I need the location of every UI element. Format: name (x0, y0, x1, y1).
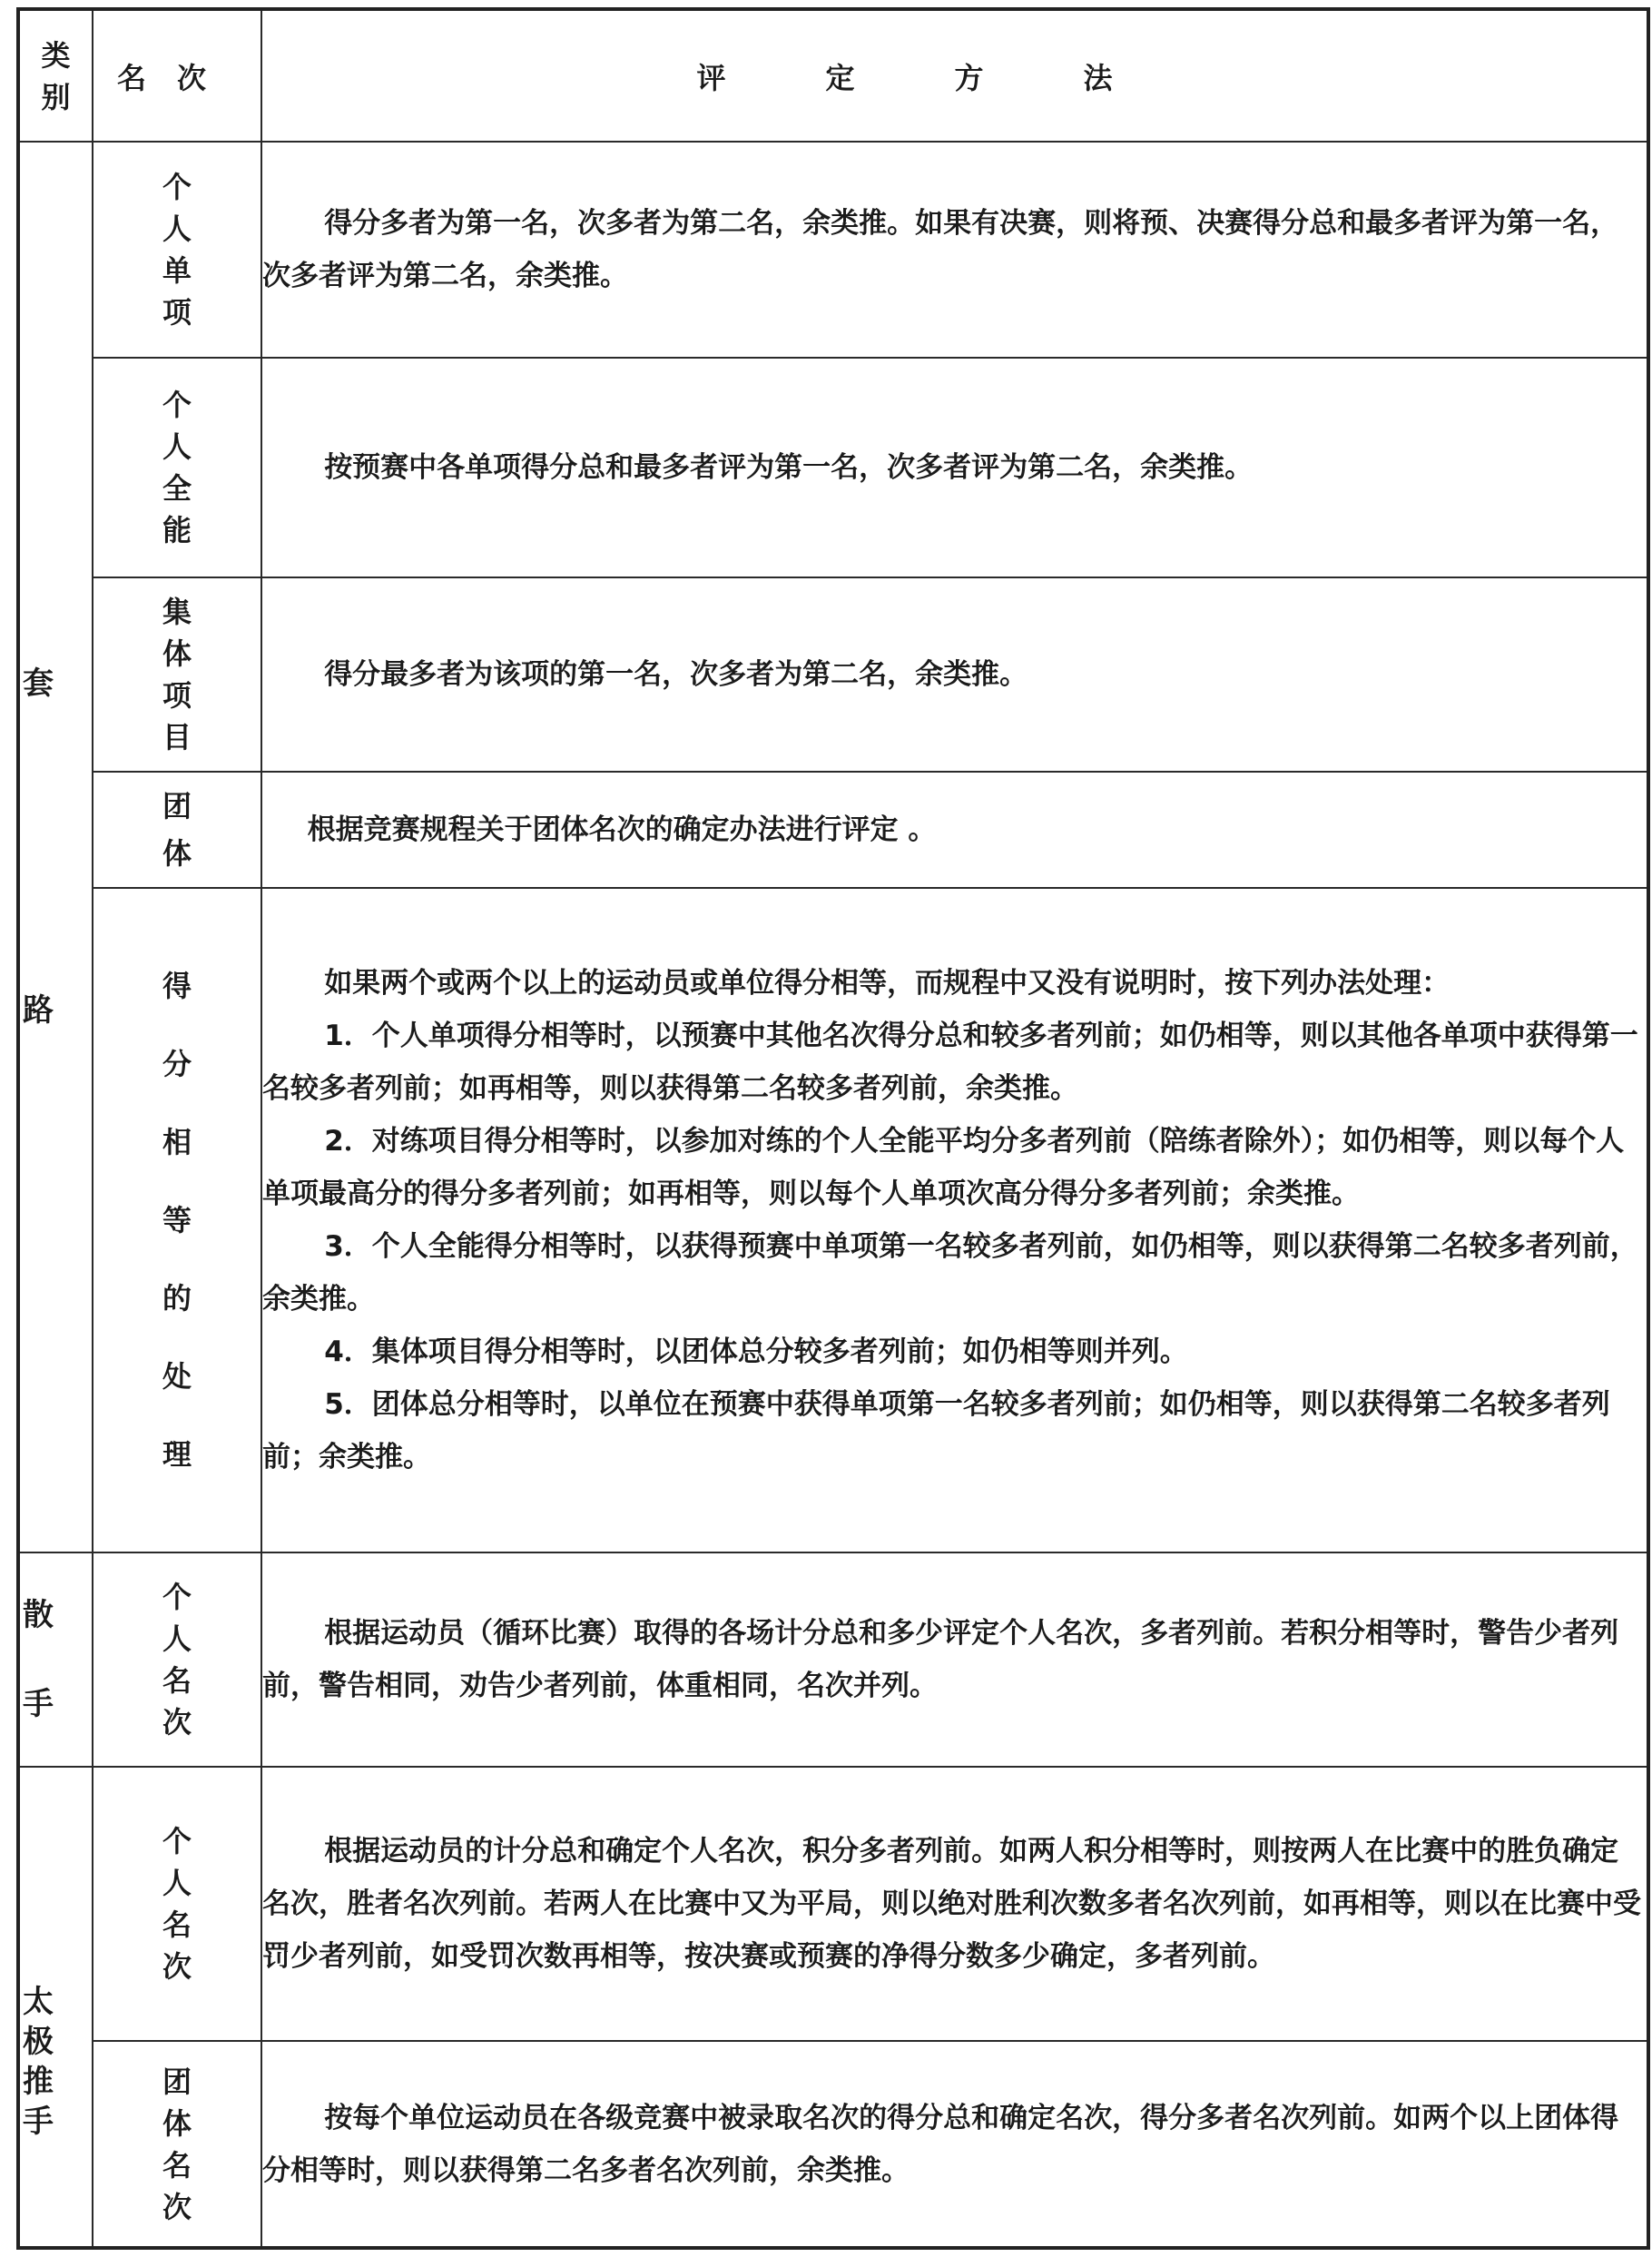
table-row (18, 358, 1648, 577)
tie-rule-5: 5．团体总分相等时，以单位在预赛中获得单项第一名较多者列前；如仍相等，则以获得第二名较多者列前；余类推。 (262, 1388, 1610, 1473)
method-taiji-team: 按每个单位运动员在各级竞赛中被录取名次的得分总和确定名次，得分多者名次列前。如两个以上团体得分相等时，则以获得第二名多者名次列前，余类推。 (261, 2041, 1648, 2248)
table-header-row (18, 9, 1648, 142)
table-row (18, 772, 1648, 888)
category-sanshou: 散手 (18, 1552, 93, 1767)
header-category: 类别 (18, 9, 93, 142)
rank-group-event: 集体项目 (93, 577, 261, 772)
table-row (18, 577, 1648, 772)
tie-rule-2: 2．对练项目得分相等时，以参加对练的个人全能平均分多者列前（陪练者除外）；如仍相等，则以每个人单项最高分的得分多者列前；如再相等，则以每个人单项次高分得分多者列前；余类推。 (262, 1125, 1625, 1210)
method-individual-single: 得分多者为第一名，次多者为第二名，余类推。如果有决赛，则将预、决赛得分总和最多者评为第一名，次多者评为第二名，余类推。 (261, 142, 1648, 358)
method-taiji-individual: 根据运动员的计分总和确定个人名次，积分多者列前。如两人积分相等时，则按两人在比赛中的胜负确定名次，胜者名次列前。若两人在比赛中又为平局，则以绝对胜利次数多者名次列前，如再相等，则以在比赛中受罚少者列前，如受罚次数再相等，按决赛或预赛的净得分数多少确定，多者列前。 (261, 1767, 1648, 2041)
table-row (18, 142, 1648, 358)
tie-rule-3: 3．个人全能得分相等时，以获得预赛中单项第一名较多者列前，如仍相等，则以获得第二名较多者列前，余类推。 (262, 1230, 1638, 1316)
tie-rule-1: 1．个人单项得分相等时，以预赛中其他名次得分总和较多者列前；如仍相等，则以其他各单项中获得第一名较多者列前；如再相等，则以获得第二名较多者列前，余类推。 (262, 1020, 1638, 1105)
method-team: 根据竞赛规程关于团体名次的确定办法进行评定 。 (261, 772, 1648, 888)
tie-rule-4: 4．集体项目得分相等时，以团体总分较多者列前；如仍相等则并列。 (324, 1335, 1188, 1368)
method-individual-allround: 按预赛中各单项得分总和最多者评为第一名，次多者评为第二名，余类推。 (261, 358, 1648, 577)
header-rank: 名次 (93, 9, 261, 142)
rank-taiji-team: 团体名次 (93, 2041, 261, 2248)
rank-individual-single: 个人单项 (93, 142, 261, 358)
header-method: 评定方法 (261, 9, 1648, 142)
rank-individual-allround: 个人全能 (93, 358, 261, 577)
table-row (18, 1552, 1648, 1767)
category-taolu: 套路 (18, 142, 93, 1552)
table-row (18, 888, 1648, 1552)
rank-tie-handling: 得分相等的处理 (93, 888, 261, 1552)
table-row (18, 2041, 1648, 2248)
rank-taiji-individual: 个人名次 (93, 1767, 261, 2041)
method-sanshou-individual: 根据运动员（循环比赛）取得的各场计分总和多少评定个人名次，多者列前。若积分相等时，警告少者列前，警告相同，劝告少者列前，体重相同，名次并列。 (261, 1552, 1648, 1767)
table-row (18, 1767, 1648, 2041)
scoring-rules-table (16, 7, 1650, 2250)
rank-team: 团体 (93, 772, 261, 888)
method-tie-handling: 如果两个或两个以上的运动员或单位得分相等，而规程中又没有说明时，按下列办法处理： 1．个人单项得分相等时，以预赛中其他名次得分总和较多者列前；如仍相等，则以其他各单项中获得第一名较多者列前；如再相等，则以获得第二名较多者列前，余类推。 2．对练项目得分相等时，以参加对练的个人全能平均分多者列前（陪练者除外）；如仍相等，则以每个人单项最高分的得分多者列前；如再相等，则以每个人单项次高分得分多者列前；余类推。 3．个人全能得分相等时，以获得预赛中单项第一名较多者列前，如仍相等，则以获得第二名较多者列前，余类推。 4．集体项目得分相等时，以团体总分较多者列前；如仍相等则并列。 5．团体总分相等时，以单位在预赛中获得单项第一名较多者列前；如仍相等，则以获得第二名较多者列前；余类推。 (261, 888, 1648, 1552)
method-group-event: 得分最多者为该项的第一名，次多者为第二名，余类推。 (261, 577, 1648, 772)
category-taiji-pushhands: 太极推手 (18, 1767, 93, 2248)
rank-sanshou-individual: 个人名次 (93, 1552, 261, 1767)
